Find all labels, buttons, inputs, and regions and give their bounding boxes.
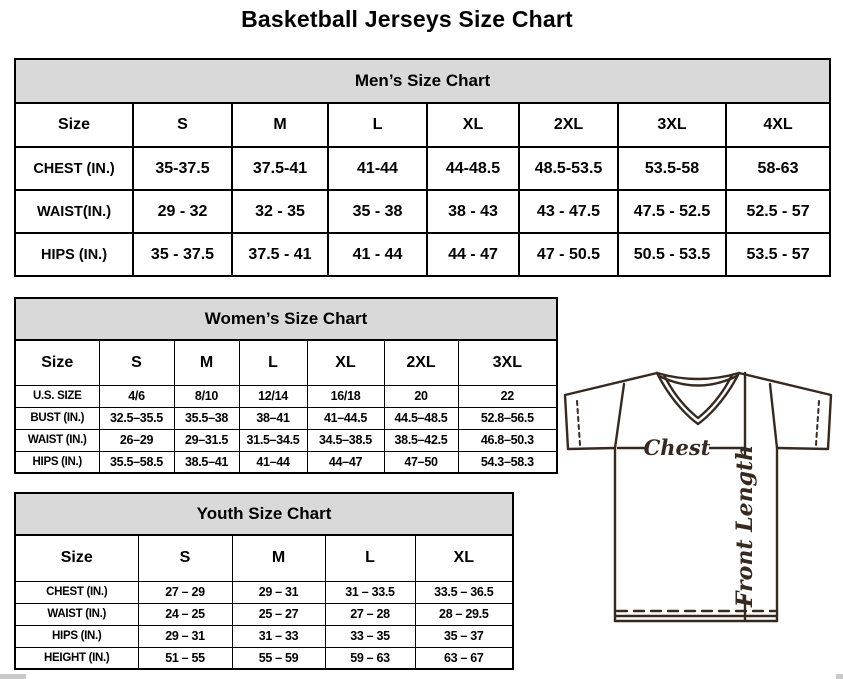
column-header: Size (15, 340, 99, 385)
size-cell: 54.3–58.3 (458, 451, 557, 473)
page-title: Basketball Jerseys Size Chart (241, 6, 573, 32)
size-cell: 35 – 37 (415, 625, 513, 647)
size-cell: 31 – 33 (232, 625, 325, 647)
size-cell: 35.5–38 (174, 407, 239, 429)
size-cell: 43 - 47.5 (519, 190, 618, 233)
size-cell: 8/10 (174, 385, 239, 407)
size-cell: 25 – 27 (232, 603, 325, 625)
column-header: M (232, 535, 325, 581)
size-cell: 37.5 - 41 (232, 233, 328, 276)
size-cell: 27 – 28 (325, 603, 415, 625)
row-label: U.S. SIZE (15, 385, 99, 407)
table-row (15, 581, 513, 603)
size-cell: 29–31.5 (174, 429, 239, 451)
size-cell: 28 – 29.5 (415, 603, 513, 625)
row-label: HEIGHT (IN.) (15, 647, 138, 669)
size-cell: 35-37.5 (133, 147, 232, 190)
column-header: 3XL (458, 340, 557, 385)
column-header: 4XL (726, 103, 830, 147)
size-cell: 20 (384, 385, 458, 407)
column-header: L (239, 340, 307, 385)
size-cell: 24 – 25 (138, 603, 232, 625)
size-cell: 38.5–42.5 (384, 429, 458, 451)
youth-table-title: Youth Size Chart (15, 493, 513, 535)
row-label: HIPS (IN.) (15, 625, 138, 647)
size-cell: 22 (458, 385, 557, 407)
row-label: HIPS (IN.) (15, 451, 99, 473)
column-header: XL (415, 535, 513, 581)
horizontal-scrollbar-fragment-left[interactable] (0, 674, 26, 679)
womens-table-title: Women’s Size Chart (15, 298, 557, 340)
table-row (15, 647, 513, 669)
jersey-collar (657, 373, 739, 379)
size-cell: 63 – 67 (415, 647, 513, 669)
mens-size-table (14, 58, 831, 277)
table-row (15, 407, 557, 429)
size-cell: 32 - 35 (232, 190, 328, 233)
size-cell: 29 - 32 (133, 190, 232, 233)
size-cell: 41–44 (239, 451, 307, 473)
size-cell: 44-48.5 (427, 147, 519, 190)
size-cell: 29 – 31 (138, 625, 232, 647)
jersey-cuff-dashed (577, 401, 580, 445)
size-cell: 47–50 (384, 451, 458, 473)
size-cell: 35 - 37.5 (133, 233, 232, 276)
table-row (15, 147, 830, 190)
column-header: 2XL (384, 340, 458, 385)
column-header: XL (307, 340, 384, 385)
size-cell: 41-44 (328, 147, 427, 190)
row-label: BUST (IN.) (15, 407, 99, 429)
size-cell: 41–44.5 (307, 407, 384, 429)
size-cell: 55 – 59 (232, 647, 325, 669)
table-header-row (15, 340, 557, 385)
row-label: CHEST (IN.) (15, 147, 133, 190)
size-cell: 29 – 31 (232, 581, 325, 603)
column-header: XL (427, 103, 519, 147)
column-header: M (232, 103, 328, 147)
size-cell: 51 – 55 (138, 647, 232, 669)
size-cell: 34.5–38.5 (307, 429, 384, 451)
table-row (15, 233, 830, 276)
column-header: L (325, 535, 415, 581)
size-cell: 52.5 - 57 (726, 190, 830, 233)
size-cell: 50.5 - 53.5 (618, 233, 726, 276)
size-cell: 35 - 38 (328, 190, 427, 233)
size-cell: 41 - 44 (328, 233, 427, 276)
size-cell: 44–47 (307, 451, 384, 473)
size-cell: 46.8–50.3 (458, 429, 557, 451)
horizontal-scrollbar-fragment-right[interactable] (836, 674, 843, 679)
column-header: Size (15, 535, 138, 581)
size-cell: 32.5–35.5 (99, 407, 174, 429)
table-row (15, 451, 557, 473)
size-cell: 58-63 (726, 147, 830, 190)
row-label: WAIST(IN.) (15, 190, 133, 233)
size-cell: 53.5-58 (618, 147, 726, 190)
column-header: S (133, 103, 232, 147)
column-header: Size (15, 103, 133, 147)
table-header-row (15, 103, 830, 147)
size-cell: 31.5–34.5 (239, 429, 307, 451)
table-row (15, 190, 830, 233)
youth-size-table (14, 492, 514, 670)
jersey-measurement-diagram (555, 360, 843, 679)
size-cell: 52.8–56.5 (458, 407, 557, 429)
size-cell: 26–29 (99, 429, 174, 451)
column-header: L (328, 103, 427, 147)
column-header: 3XL (618, 103, 726, 147)
jersey-seam (615, 384, 624, 621)
column-header: 2XL (519, 103, 618, 147)
row-label: WAIST (IN.) (15, 429, 99, 451)
size-cell: 44 - 47 (427, 233, 519, 276)
size-cell: 38.5–41 (174, 451, 239, 473)
size-cell: 48.5-53.5 (519, 147, 618, 190)
size-cell: 47 - 50.5 (519, 233, 618, 276)
womens-size-table (14, 297, 558, 474)
size-cell: 53.5 - 57 (726, 233, 830, 276)
row-label: WAIST (IN.) (15, 603, 138, 625)
row-label: CHEST (IN.) (15, 581, 138, 603)
table-row (15, 625, 513, 647)
column-header: M (174, 340, 239, 385)
size-cell: 38 - 43 (427, 190, 519, 233)
size-cell: 37.5-41 (232, 147, 328, 190)
chest-label: Chest (643, 435, 711, 460)
size-cell: 35.5–58.5 (99, 451, 174, 473)
front-length-label: Front Length (732, 444, 758, 608)
column-header: S (99, 340, 174, 385)
column-header: S (138, 535, 232, 581)
size-cell: 4/6 (99, 385, 174, 407)
jersey-seam (770, 384, 777, 621)
size-cell: 27 – 29 (138, 581, 232, 603)
jersey-cuff-dashed (816, 401, 819, 445)
table-header-row (15, 535, 513, 581)
table-row (15, 603, 513, 625)
size-cell: 12/14 (239, 385, 307, 407)
size-cell: 59 – 63 (325, 647, 415, 669)
size-cell: 31 – 33.5 (325, 581, 415, 603)
size-cell: 33 – 35 (325, 625, 415, 647)
size-cell: 33.5 – 36.5 (415, 581, 513, 603)
table-row (15, 429, 557, 451)
row-label: HIPS (IN.) (15, 233, 133, 276)
size-cell: 38–41 (239, 407, 307, 429)
size-cell: 44.5–48.5 (384, 407, 458, 429)
size-cell: 16/18 (307, 385, 384, 407)
size-cell: 47.5 - 52.5 (618, 190, 726, 233)
mens-table-title: Men’s Size Chart (15, 59, 830, 103)
table-row (15, 385, 557, 407)
